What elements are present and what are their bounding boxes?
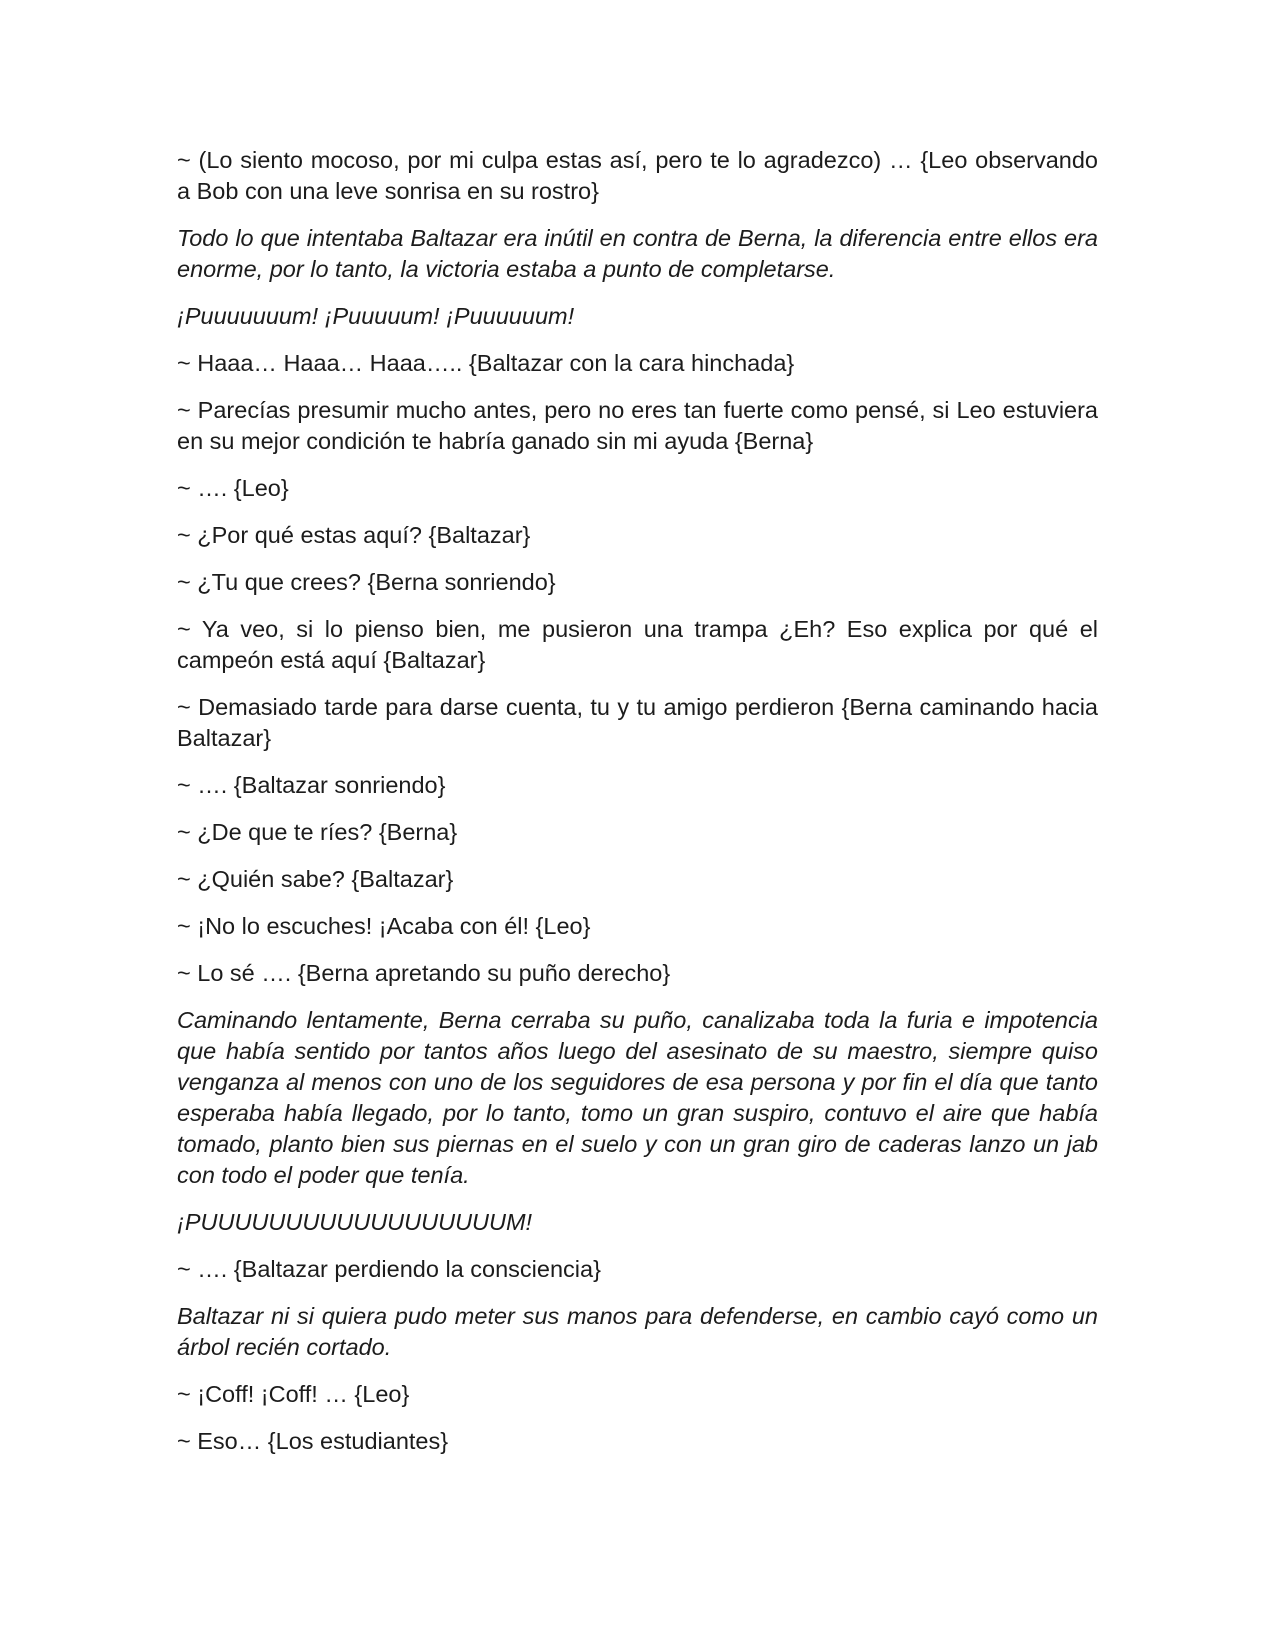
dialogue-line: ~ ¿Quién sabe? {Baltazar} bbox=[177, 866, 454, 892]
dialogue-line: ~ Haaa… Haaa… Haaa….. {Baltazar con la cara hinchada} bbox=[177, 350, 795, 376]
dialogue-line: ~ (Lo siento mocoso, por mi culpa estas así, pero te lo agradezco) … {Leo observando a Bob con una leve sonrisa en su rostro} bbox=[177, 147, 1105, 204]
dialogue-line: ~ …. {Baltazar perdiendo la consciencia} bbox=[177, 1256, 601, 1282]
dialogue-line: ~ Demasiado tarde para darse cuenta, tu y tu amigo perdieron {Berna caminando hacia Baltazar} bbox=[177, 694, 1105, 751]
dialogue-line: ~ Eso… {Los estudiantes} bbox=[177, 1428, 449, 1454]
dialogue-line: ~ …. {Baltazar sonriendo} bbox=[177, 772, 446, 798]
sound-effect: ¡Puuuuuuum! ¡Puuuuum! ¡Puuuuuum! bbox=[177, 303, 575, 329]
dialogue-line: ~ Ya veo, si lo pienso bien, me pusieron una trampa ¿Eh? Eso explica por qué el campeón está aquí {Baltazar} bbox=[177, 616, 1105, 673]
dialogue-line: ~ ¿Tu que crees? {Berna sonriendo} bbox=[177, 569, 556, 595]
narration-paragraph: Todo lo que intentaba Baltazar era inútil en contra de Berna, la diferencia entre ellos era enorme, por lo tanto, la victoria estaba a punto de completarse. bbox=[177, 225, 1105, 282]
document-body bbox=[177, 145, 1105, 1473]
dialogue-line: ~ Lo sé …. {Berna apretando su puño derecho} bbox=[177, 960, 671, 986]
dialogue-line: ~ …. {Leo} bbox=[177, 475, 289, 501]
dialogue-line: ~ Parecías presumir mucho antes, pero no eres tan fuerte como pensé, si Leo estuviera en su mejor condición te habría ganado sin mi ayuda {Berna} bbox=[177, 397, 1105, 454]
dialogue-line: ~ ¿Por qué estas aquí? {Baltazar} bbox=[177, 522, 531, 548]
narration-paragraph: Caminando lentamente, Berna cerraba su puño, canalizaba toda la furia e impotencia que había sentido por tantos años luego del asesinato de su maestro, siempre quiso venganza al menos con uno de los seguidores de esa persona y por fin el día que tanto esperaba había llegado, por lo tanto, tomo un gran suspiro, contuvo el aire que había tomado, planto bien sus piernas en el suelo y con un gran giro de caderas lanzo un jab con todo el poder que tenía. bbox=[177, 1007, 1105, 1188]
narration-paragraph: Baltazar ni si quiera pudo meter sus manos para defenderse, en cambio cayó como un árbol recién cortado. bbox=[177, 1303, 1105, 1360]
dialogue-line: ~ ¡Coff! ¡Coff! … {Leo} bbox=[177, 1381, 410, 1407]
sound-effect: ¡PUUUUUUUUUUUUUUUUUUM! bbox=[177, 1209, 533, 1235]
dialogue-line: ~ ¿De que te ríes? {Berna} bbox=[177, 819, 458, 845]
dialogue-line: ~ ¡No lo escuches! ¡Acaba con él! {Leo} bbox=[177, 913, 591, 939]
